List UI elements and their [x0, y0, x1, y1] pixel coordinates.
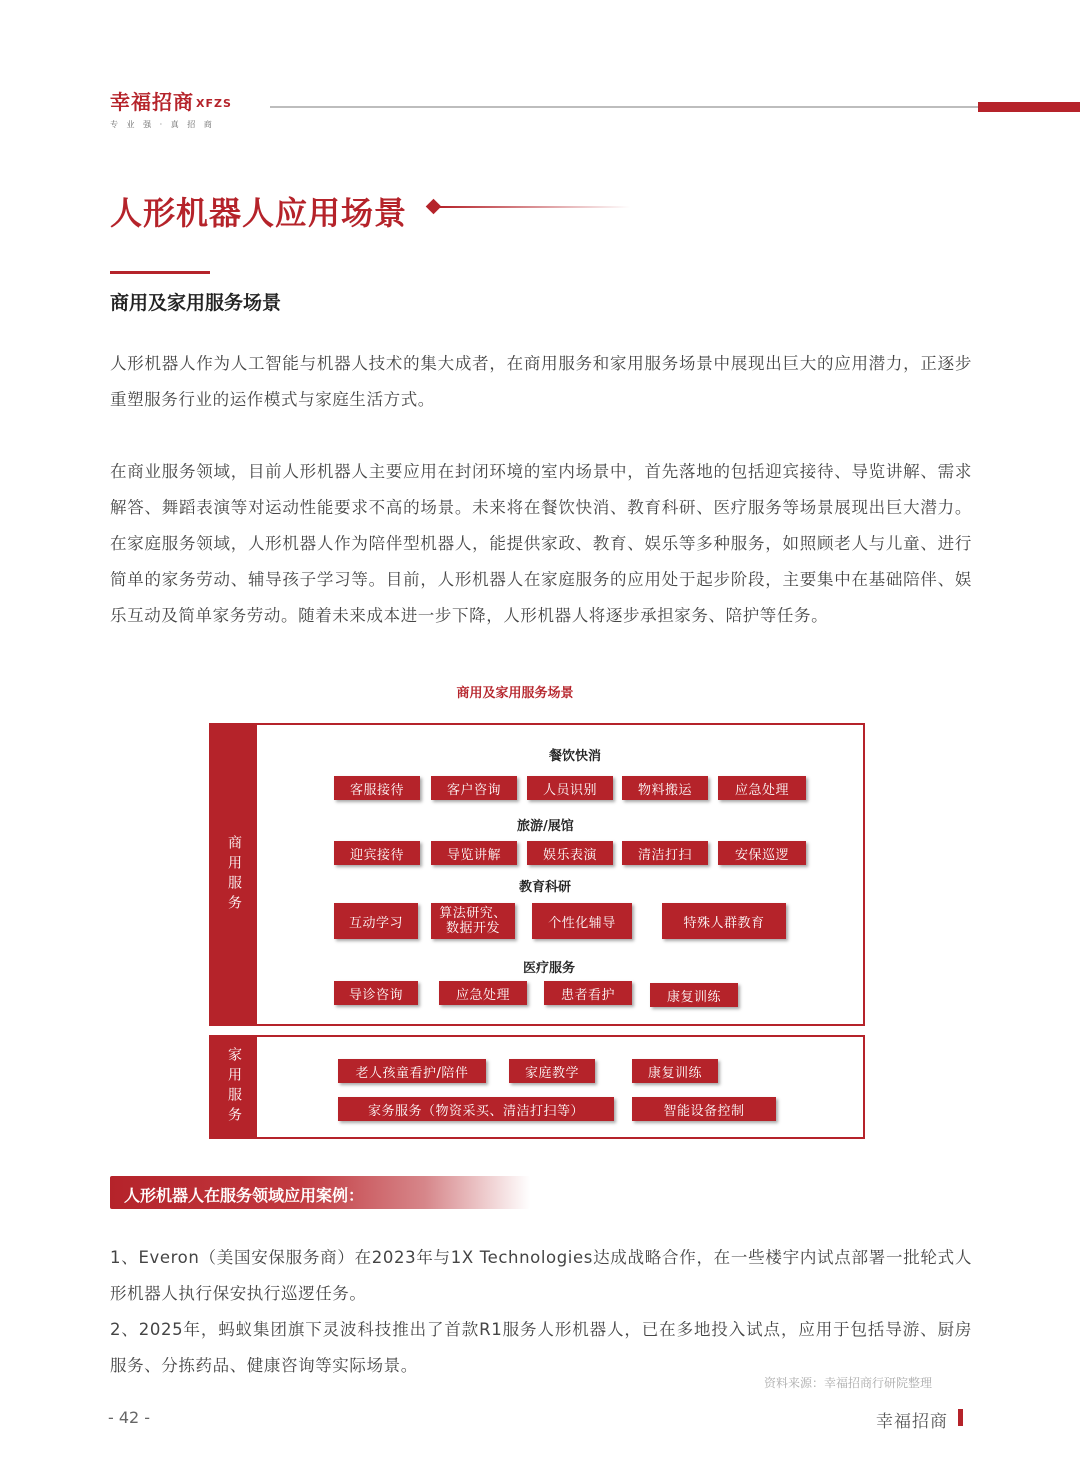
header-accent-bar — [978, 102, 1080, 112]
case-item: 2、2025年，蚂蚁集团旗下灵波科技推出了首款R1服务人形机器人，已在多地投入试点，应用于包括导游、厨房服务、分拣药品、健康咨询等实际场景。 — [110, 1320, 972, 1375]
footer-brand: 幸福招商 — [876, 1412, 948, 1432]
scenario-tag: 互动学习 — [334, 903, 418, 939]
scenario-tag: 家庭教学 — [509, 1059, 595, 1083]
scenario-tag: 物料搬运 — [622, 776, 708, 800]
page-number: - 42 - — [108, 1408, 151, 1427]
scenario-tag: 家务服务（物资采买、清洁打扫等） — [338, 1097, 614, 1121]
category-catering: 餐饮快消 — [549, 749, 602, 764]
category-tourism: 旅游/展馆 — [517, 819, 574, 834]
page-title: 人形机器人应用场景 — [110, 194, 408, 232]
scenario-tag: 安保巡逻 — [718, 841, 806, 865]
scenario-tag: 导览讲解 — [431, 841, 517, 865]
scenario-tag: 应急处理 — [718, 776, 806, 800]
case-item: 1、Everon（美国安保服务商）在2023年与1X Technologies达成战略合作，在一些楼宇内试点部署一批轮式人形机器人执行保安执行巡逻任务。 — [110, 1248, 972, 1303]
logo-mark: XFZS — [196, 97, 232, 110]
section-title: 商用及家用服务场景 — [110, 292, 282, 314]
scenario-tag: 智能设备控制 — [632, 1097, 776, 1121]
scenario-tag: 客服接待 — [334, 776, 420, 800]
scenario-tag: 患者看护 — [544, 981, 632, 1005]
intro-paragraph: 人形机器人作为人工智能与机器人技术的集大成者，在商用服务和家用服务场景中展现出巨大的应用潜力，正逐步重塑服务行业的运作模式与家庭生活方式。 — [110, 354, 972, 409]
source-note: 资料来源：幸福招商行研院整理 — [764, 1376, 933, 1390]
scenario-tag: 康复训练 — [632, 1059, 718, 1083]
category-education: 教育科研 — [519, 880, 572, 895]
figure-caption: 商用及家用服务场景 — [456, 686, 574, 701]
scenario-tag: 导诊咨询 — [334, 981, 418, 1005]
scenario-tag: 个性化辅导 — [532, 903, 632, 939]
section-accent-bar — [110, 271, 210, 274]
body-paragraph: 在商业服务领域，目前人形机器人主要应用在封闭环境的室内场景中，首先落地的包括迎宾接待、导览讲解、需求解答、舞蹈表演等对运动性能要求不高的场景。未来将在餐饮快消、教育科研、医疗服务等场景展现出巨大潜力。在家庭服务领域，人形机器人作为陪伴型机器人，能提供家政、教育、娱乐等多种服务，如照顾老人与儿童、进行简单的家务劳动、辅导孩子学习等。目前，人形机器人在家庭服务的应用处于起步阶段，主要集中在基础陪伴、娱乐互动及简单家务劳动。随着未来成本进一步下降，人形机器人将逐步承担家务、陪护等任务。 — [110, 462, 972, 625]
category-medical: 医疗服务 — [523, 961, 576, 976]
logo-text: 幸福招商 XFZS — [110, 90, 232, 114]
case-banner — [110, 1176, 530, 1209]
commercial-service-frame — [209, 723, 865, 1026]
case-list — [110, 1240, 972, 1384]
commercial-side-label: 商用服务 — [211, 725, 257, 1024]
title-diamond-ornament — [426, 199, 442, 215]
scenario-tag: 特殊人群教育 — [662, 903, 786, 939]
scenario-tag: 应急处理 — [439, 981, 527, 1005]
scenario-tag: 清洁打扫 — [622, 841, 708, 865]
scenario-tag: 娱乐表演 — [527, 841, 613, 865]
case-banner-title: 人形机器人在服务领域应用案例： — [124, 1186, 365, 1205]
footer-accent-bar — [958, 1409, 963, 1426]
logo-slogan: 专 业 强 · 真 招 商 — [110, 120, 215, 129]
home-service-frame — [209, 1035, 865, 1139]
scenario-tag: 算法研究、数据开发 — [431, 903, 515, 939]
scenario-tag: 康复训练 — [650, 983, 738, 1007]
scenario-tag: 迎宾接待 — [334, 841, 420, 865]
scenario-tag: 客户咨询 — [431, 776, 517, 800]
home-side-label: 家用服务 — [211, 1037, 257, 1137]
title-gradient-line — [440, 206, 630, 208]
header-divider — [270, 106, 978, 108]
scenario-tag: 老人孩童看护/陪伴 — [338, 1059, 486, 1083]
scenario-tag: 人员识别 — [527, 776, 613, 800]
brand-logo — [110, 86, 232, 130]
